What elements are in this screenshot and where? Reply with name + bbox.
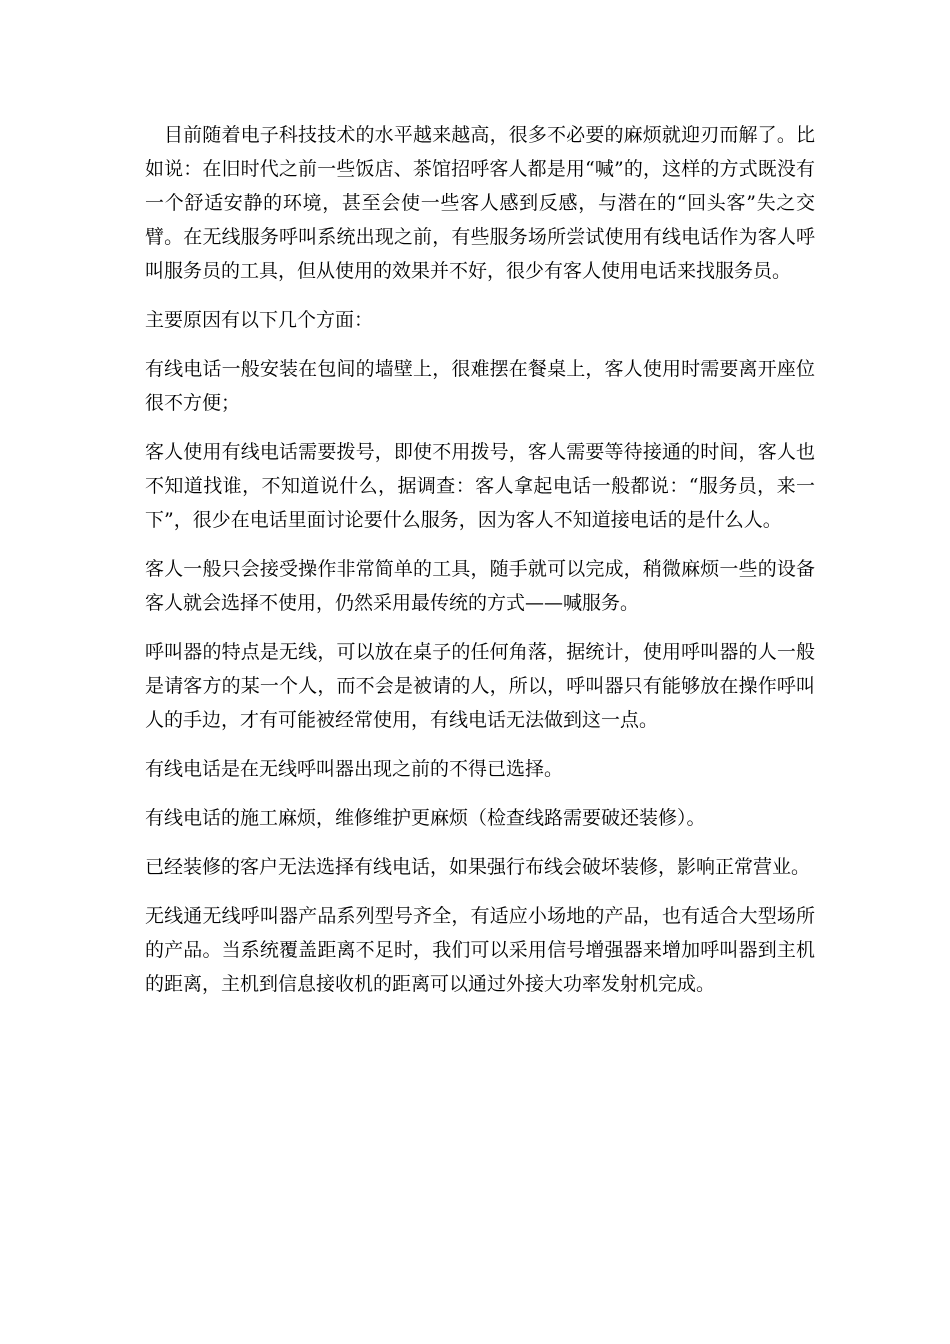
document-body (145, 118, 815, 1016)
paragraph-renovated-customers: 已经装修的客户无法选择有线电话，如果强行布线会破坏装修，影响正常营业。 (145, 856, 811, 878)
paragraph-wireless-feature: 呼叫器的特点是无线，可以放在桌子的任何角落，据统计，使用呼叫器的人一般是请客方的某一个人，而不会是被请的人，所以，呼叫器只有能够放在操作呼叫人的手边，才有可能被经常使用，有线电话无法做到这一点。 (145, 641, 815, 731)
paragraph-reason-simple-tools: 客人一般只会接受操作非常简单的工具，随手就可以完成，稍微麻烦一些的设备客人就会选择不使用，仍然采用最传统的方式——喊服务。 (145, 558, 815, 614)
paragraph-reason-wall-mounted: 有线电话一般安装在包间的墙壁上，很难摆在餐桌上，客人使用时需要离开座位很不方便； (145, 358, 815, 414)
paragraph-reason-dialing: 客人使用有线电话需要拨号，即使不用拨号，客人需要等待接通的时间，客人也不知道找谁，不知道说什么，据调查：客人拿起电话一般都说：“服务员，来一下”，很少在电话里面讨论要什么服务，因为客人不知道接电话的是什么人。 (145, 441, 815, 531)
paragraph-main-reasons: 主要原因有以下几个方面： (145, 309, 374, 331)
paragraph-no-choice: 有线电话是在无线呼叫器出现之前的不得已选择。 (145, 758, 564, 780)
paragraph-intro: 目前随着电子科技技术的水平越来越高，很多不必要的麻烦就迎刃而解了。比如说：在旧时代之前一些饭店、茶馆招呼客人都是用“喊”的，这样的方式既没有一个舒适安静的环境，甚至会使一些客人感到反感，与潜在的“回头客”失之交臂。在无线服务呼叫系统出现之前，有些服务场所尝试使用有线电话作为客人呼叫服务员的工具，但从使用的效果并不好，很少有客人使用电话来找服务员。 (145, 124, 815, 282)
paragraph-product-range: 无线通无线呼叫器产品系列型号齐全，有适应小场地的产品，也有适合大型场所的产品。当系统覆盖距离不足时，我们可以采用信号增强器来增加呼叫器到主机的距离，主机到信息接收机的距离可以通过外接大功率发射机完成。 (145, 905, 815, 995)
paragraph-maintenance: 有线电话的施工麻烦，维修维护更麻烦（检查线路需要破还装修）。 (145, 807, 706, 829)
